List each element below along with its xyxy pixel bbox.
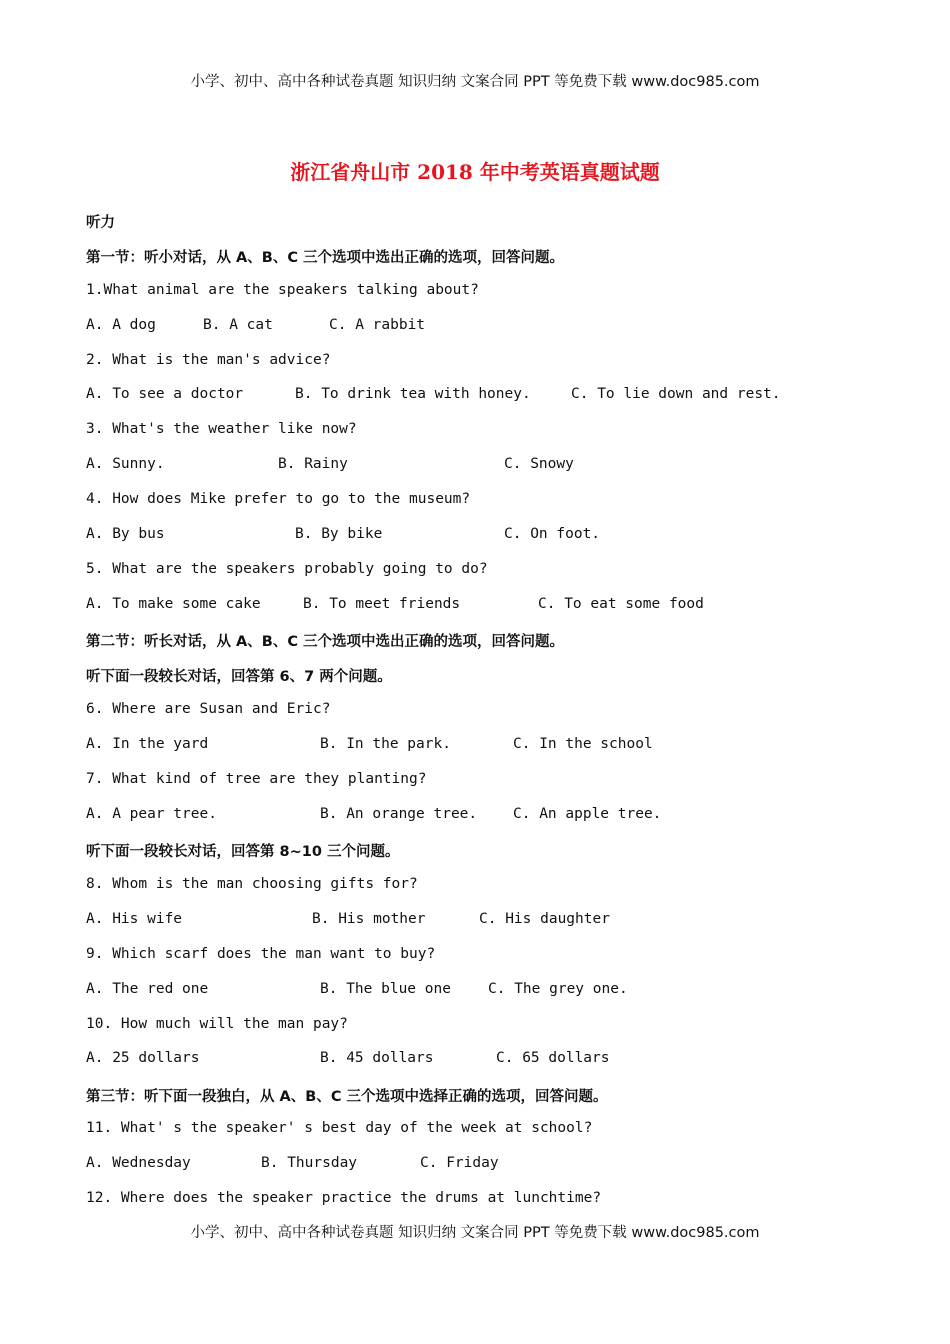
option-a: A. In the yard <box>86 736 209 752</box>
option-b: B. To drink tea with honey. <box>295 386 531 402</box>
question-text: 9. Which scarf does the man want to buy? <box>86 946 436 962</box>
question-text: 3. What's the weather like now? <box>86 421 357 437</box>
section-heading: 听力 <box>86 215 115 231</box>
option-c: C. To eat some food <box>538 596 704 612</box>
option-a: A. A dog <box>86 317 156 333</box>
question-text: 1.What animal are the speakers talking about? <box>86 282 479 298</box>
question-text: 8. Whom is the man choosing gifts for? <box>86 876 418 892</box>
option-a: A. Sunny. <box>86 456 165 472</box>
question-text: 4. How does Mike prefer to go to the museum? <box>86 491 471 507</box>
option-b: B. By bike <box>295 526 383 542</box>
option-a: A. By bus <box>86 526 165 542</box>
option-c: C. 65 dollars <box>496 1050 610 1066</box>
option-c: C. On foot. <box>504 526 601 542</box>
part1-instruction: 第一节：听小对话，从 A、B、C 三个选项中选出正确的选项，回答问题。 <box>86 250 565 266</box>
part2-sub-instruction: 听下面一段较长对话，回答第 8~10 三个问题。 <box>86 844 400 860</box>
option-a: A. To make some cake <box>86 596 261 612</box>
option-b: B. 45 dollars <box>320 1050 434 1066</box>
option-a: A. His wife <box>86 911 183 927</box>
option-c: C. A rabbit <box>329 317 426 333</box>
option-c: C. Friday <box>420 1155 499 1171</box>
option-a: A. The red one <box>86 981 209 997</box>
part2-sub-instruction: 听下面一段较长对话，回答第 6、7 两个问题。 <box>86 669 392 685</box>
question-text: 7. What kind of tree are they planting? <box>86 771 427 787</box>
question-text: 2. What is the man's advice? <box>86 352 331 368</box>
question-text: 5. What are the speakers probably going to do? <box>86 561 488 577</box>
option-b: B. To meet friends <box>303 596 461 612</box>
question-text: 12. Where does the speaker practice the drums at lunchtime? <box>86 1190 602 1206</box>
page-footer: 小学、初中、高中各种试卷真题 知识归纳 文案合同 PPT 等免费下载 www.doc985.com <box>190 1225 760 1241</box>
question-text: 6. Where are Susan and Eric? <box>86 701 331 717</box>
option-c: C. The grey one. <box>488 981 628 997</box>
option-a: A. 25 dollars <box>86 1050 200 1066</box>
option-c: C. His daughter <box>479 911 610 927</box>
option-c: C. To lie down and rest. <box>571 386 781 402</box>
option-c: C. Snowy <box>504 456 574 472</box>
page-header: 小学、初中、高中各种试卷真题 知识归纳 文案合同 PPT 等免费下载 www.doc985.com <box>190 74 760 90</box>
question-text: 10. How much will the man pay? <box>86 1016 348 1032</box>
option-a: A. To see a doctor <box>86 386 244 402</box>
option-c: C. In the school <box>513 736 653 752</box>
page-title: 浙江省舟山市 2018 年中考英语真题试题 <box>290 160 660 184</box>
option-b: B. In the park. <box>320 736 451 752</box>
part3-instruction: 第三节：听下面一段独白，从 A、B、C 三个选项中选择正确的选项，回答问题。 <box>86 1089 608 1105</box>
option-b: B. Thursday <box>261 1155 358 1171</box>
part2-instruction: 第二节：听长对话，从 A、B、C 三个选项中选出正确的选项，回答问题。 <box>86 634 565 650</box>
option-b: B. A cat <box>203 317 273 333</box>
option-a: A. Wednesday <box>86 1155 191 1171</box>
question-text: 11. What' s the speaker' s best day of the week at school? <box>86 1120 593 1136</box>
option-c: C. An apple tree. <box>513 806 662 822</box>
option-a: A. A pear tree. <box>86 806 217 822</box>
option-b: B. An orange tree. <box>320 806 478 822</box>
option-b: B. The blue one <box>320 981 451 997</box>
option-b: B. Rainy <box>278 456 348 472</box>
option-b: B. His mother <box>312 911 426 927</box>
